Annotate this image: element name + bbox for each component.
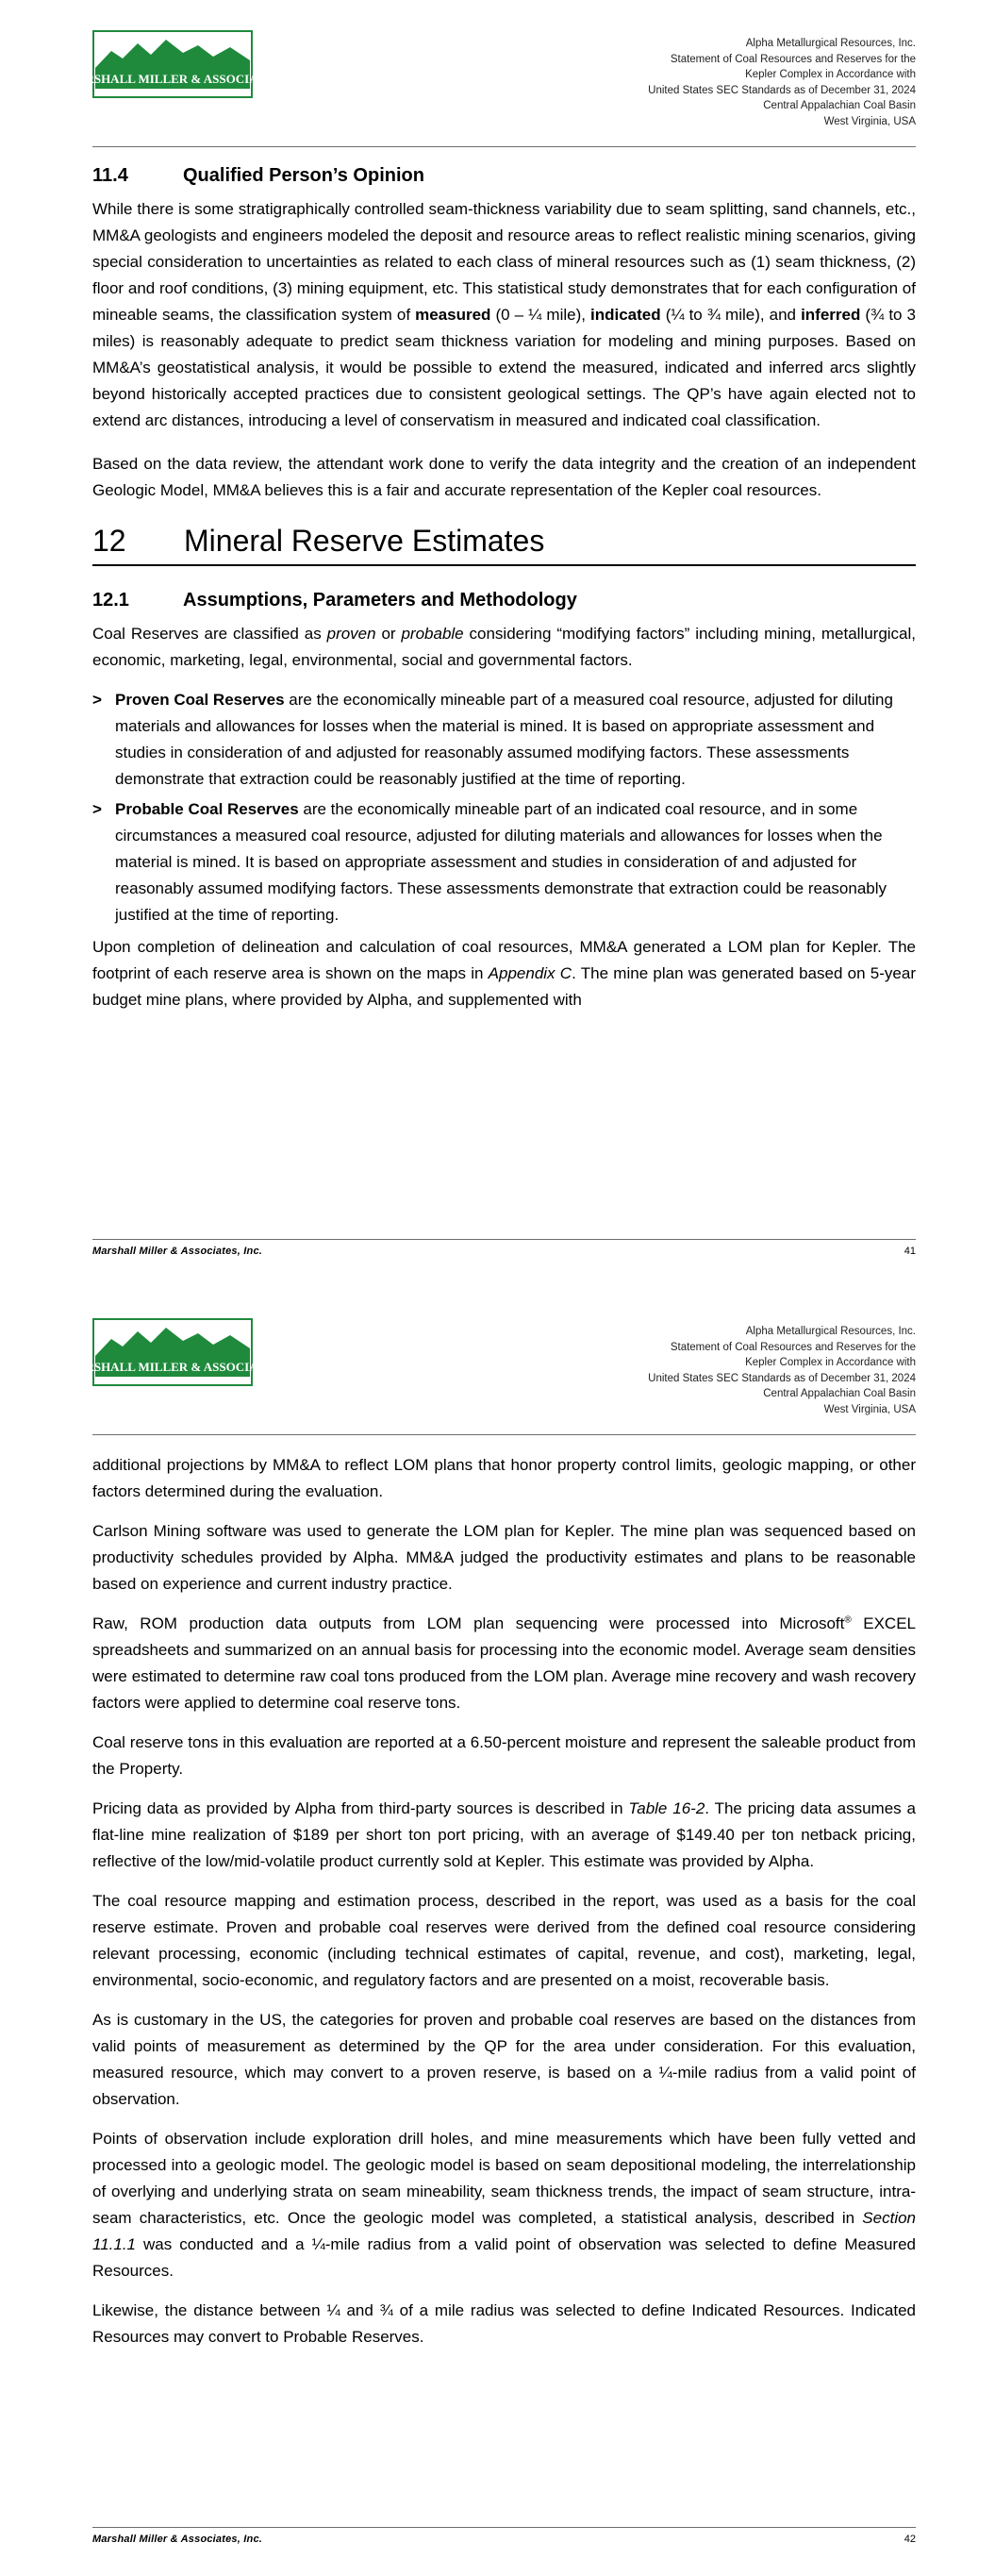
header-line: United States SEC Standards as of December 31, 2024: [648, 84, 916, 96]
logo-wordmark: MARSHALL MILLER & ASSOCIATES: [64, 1360, 281, 1374]
paragraph: Carlson Mining software was used to generate the LOM plan for Kepler. The mine plan was sequenced based on productivity schedules provided by Alpha. MM&A judged the productivity estimates and plans to be reasonable based on experience and current industry practice.: [92, 1522, 916, 1593]
paragraph: additional projections by MM&A to reflect LOM plans that honor property control limits, geologic mapping, or other factors determined during the evaluation.: [92, 1456, 916, 1500]
paragraph: Raw, ROM production data outputs from LOM plan sequencing were processed into Microsoft® EXCEL spreadsheets and summarized on an annual basis for processing into the economic model. Average seam densities were estimated to determine raw coal tons produced from the LOM plan. Average mine recovery and wash recovery factors were applied to determine coal reserve tons.: [92, 1614, 916, 1712]
paragraph: Coal reserve tons in this evaluation are reported at a 6.50-percent moisture and represent the saleable product from the Property.: [92, 1733, 916, 1778]
header-info: [648, 36, 916, 129]
paragraph: While there is some stratigraphically controlled seam-thickness variability due to seam splitting, sand channels, etc., MM&A geologists and engineers modeled the deposit and resource areas to reflect realistic mining scenarios, giving special consideration to uncertainties as related to each class of mineral resources such as (1) seam thickness, (2) floor and roof conditions, (3) mining equipment, etc. This statistical study demonstrates that for each configuration of mineable seams, the classification system of measured (0 – ¼ mile), indicated (¼ to ¾ mile), and inferred (¾ to 3 miles) is reasonably adequate to predict seam thickness variation for modeling and mining purposes. Based on MM&A’s geostatistical analysis, it would be possible to extend the measured, indicated and inferred arcs slightly beyond historically accepted practices due to consistent geological settings. The QP’s have again elected not to extend arc distances, introducing a level of conservatism in measured and indicated coal classification.: [92, 200, 917, 429]
logo-wordmark: MARSHALL MILLER & ASSOCIATES: [64, 72, 281, 86]
header-line: West Virginia, USA: [823, 1403, 916, 1415]
chapter-number: 12: [92, 524, 126, 558]
section-heading-11-4: [92, 162, 916, 189]
page-42: [0, 1288, 995, 2576]
header-line: Central Appalachian Coal Basin: [763, 100, 916, 111]
bullet-marker: >: [92, 691, 102, 709]
paragraph: Points of observation include exploration drill holes, and mine measurements which have been fully vetted and processed into a geologic model. The geologic model is based on seam depositional modeling, the interrelationship of overlying and underlying strata on seam mineability, seam thickness trends, the impact of seam structure, intra-seam characteristics, etc. Once the geologic model was completed, a statistical analysis, described in Section 11.1.1 was conducted and a ¼-mile radius from a valid point of observation was selected to define Measured Resources.: [92, 2130, 916, 2280]
footer-firm: Marshall Miller & Associates, Inc.: [92, 2534, 263, 2545]
page-number: 42: [904, 2534, 916, 2545]
header-info: [648, 1324, 916, 1417]
section-title: Assumptions, Parameters and Methodology: [183, 590, 577, 611]
header-line: Alpha Metallurgical Resources, Inc.: [745, 1326, 916, 1337]
bullet-marker: >: [92, 800, 102, 818]
paragraph: Likewise, the distance between ¼ and ¾ of a mile radius was selected to define Indicated Resources. Indicated Resources may convert to Probable Reserves.: [92, 2301, 916, 2346]
list-item: > Proven Coal Reserves are the economically mineable part of a measured coal resource, adjusted for diluting materials and allowances for losses when the material is mined. It is based on appropriate assessment and studies in consideration of and adjusted for reasonably assumed modifying factors. These assessments demonstrate that extraction could be reasonably justified at the time of reporting.: [92, 687, 916, 793]
paragraph: As is customary in the US, the categories for proven and probable coal reserves are based on the distances from valid points of measurement as determined by the QP for the area under consideration. For this evaluation, measured resource, which may convert to a proven reserve, is based on a ¼-mile radius from a valid point of observation.: [92, 2011, 916, 2108]
header-line: Statement of Coal Resources and Reserves for the: [670, 1341, 916, 1353]
section-number: 11.4: [92, 165, 128, 186]
header-line: United States SEC Standards as of December 31, 2024: [648, 1372, 916, 1384]
chapter-heading-12: [92, 519, 916, 566]
page-footer: [92, 1239, 916, 1264]
header-line: Kepler Complex in Accordance with: [745, 69, 916, 80]
header-line: West Virginia, USA: [823, 115, 916, 127]
chapter-title: Mineral Reserve Estimates: [184, 524, 545, 558]
mma-logo-icon: [64, 1318, 281, 1386]
mma-logo-icon: [64, 30, 281, 98]
paragraph: The coal resource mapping and estimation process, described in the report, was used as a basis for the coal reserve estimate. Proven and probable coal reserves were derived from the defined coal resource considering relevant processing, economic (including technical estimates of capital, revenue, and cost), marketing, legal, environmental, socio-economic, and regulatory factors and are presented on a moist, recoverable basis.: [92, 1892, 916, 1989]
page-header: [64, 28, 916, 147]
footer-firm: Marshall Miller & Associates, Inc.: [92, 1246, 263, 1257]
section-number: 12.1: [92, 590, 129, 611]
section-heading-12-1: [92, 587, 916, 613]
header-line: Alpha Metallurgical Resources, Inc.: [745, 38, 916, 49]
header-line: Kepler Complex in Accordance with: [745, 1357, 916, 1368]
paragraph: Upon completion of delineation and calculation of coal resources, MM&A generated a LOM plan for Kepler. The footprint of each reserve area is shown on the maps in Appendix C. The mine plan was generated based on 5-year budget mine plans, where provided by Alpha, and supplemented with: [92, 938, 916, 1009]
page-header: [64, 1316, 916, 1435]
section-title: Qualified Person’s Opinion: [183, 165, 424, 186]
header-line: Central Appalachian Coal Basin: [763, 1388, 916, 1399]
page-number: 41: [904, 1246, 916, 1257]
page-content: [92, 162, 916, 1013]
paragraph: Based on the data review, the attendant work done to verify the data integrity and the creation of an independent Geologic Model, MM&A believes this is a fair and accurate representation of the Kepler coal resources.: [92, 455, 916, 499]
paragraph: Coal Reserves are classified as proven or probable considering “modifying factors” including mining, metallurgical, economic, marketing, legal, environmental, social and governmental factors.: [92, 625, 917, 669]
header-line: Statement of Coal Resources and Reserves for the: [670, 53, 916, 65]
page-footer: [92, 2527, 916, 2552]
page-content: [92, 1452, 916, 2350]
paragraph: Pricing data as provided by Alpha from third-party sources is described in Table 16-2. The pricing data assumes a flat-line mine realization of $189 per short ton port pricing, with an average of $149.40 per ton netback pricing, reflective of the low/mid-volatile product currently sold at Kepler. This estimate was provided by Alpha.: [92, 1799, 916, 1870]
list-item: > Probable Coal Reserves are the economically mineable part of an indicated coal resource, and in some circumstances a measured coal resource, adjusted for diluting materials and allowances for losses when the material is mined. It is based on appropriate assessment and studies in consideration of and adjusted for reasonably assumed modifying factors. These assessments demonstrate that extraction could be reasonably justified at the time of reporting.: [92, 796, 916, 928]
